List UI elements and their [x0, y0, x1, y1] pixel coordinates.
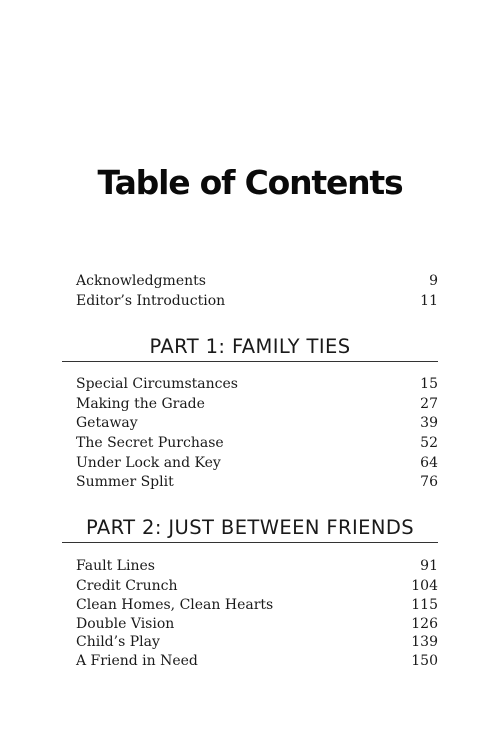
toc-entry-page: 11: [420, 292, 438, 309]
toc-entry[interactable]: [76, 596, 438, 615]
part-2-divider: [62, 542, 438, 543]
toc-entry[interactable]: [76, 395, 438, 415]
toc-entry[interactable]: [76, 652, 438, 671]
toc-entry[interactable]: [76, 375, 438, 395]
toc-entry-page: 104: [411, 577, 438, 594]
toc-entry-title: Editor’s Introduction: [76, 292, 226, 309]
toc-entry-title: Under Lock and Key: [76, 454, 221, 471]
toc-entry-page: 139: [411, 634, 438, 650]
toc-entry-title: Special Circumstances: [76, 376, 238, 392]
toc-entry-title: Acknowledgments: [76, 273, 206, 289]
toc-entry-page: 52: [420, 435, 438, 452]
toc-entry-title: Clean Homes, Clean Hearts: [76, 596, 274, 613]
toc-entry-title: The Secret Purchase: [76, 435, 224, 452]
toc-entry[interactable]: [76, 414, 438, 434]
toc-entry-page: 27: [420, 395, 438, 412]
toc-entry-title: A Friend in Need: [76, 653, 198, 669]
toc-entry-title: Getaway: [76, 415, 138, 432]
toc-entry[interactable]: [76, 577, 438, 596]
toc-entry-title: Making the Grade: [76, 395, 205, 412]
toc-entry-page: 39: [420, 415, 438, 432]
toc-entry-page: 126: [411, 615, 438, 632]
toc-entry[interactable]: [76, 615, 438, 634]
toc-entry-title: Child’s Play: [76, 634, 160, 650]
toc-entry-page: 91: [420, 558, 438, 574]
front-matter-list: [76, 272, 438, 311]
part-1-heading: PART 1: FAMILY TIES: [149, 335, 351, 358]
toc-entry-page: 76: [420, 474, 438, 491]
part-1-list: [76, 375, 438, 493]
toc-entry-title: Summer Split: [76, 474, 174, 491]
toc-entry[interactable]: [76, 633, 438, 652]
toc-entry-page: 115: [411, 596, 438, 613]
toc-entry-page: 150: [411, 653, 438, 669]
toc-entry-title: Credit Crunch: [76, 577, 178, 594]
toc-entry-page: 9: [429, 273, 438, 289]
toc-entry-title: Double Vision: [76, 615, 175, 632]
toc-entry[interactable]: [76, 454, 438, 474]
toc-entry[interactable]: [76, 272, 438, 292]
part-2-heading: PART 2: JUST BETWEEN FRIENDS: [85, 516, 415, 539]
toc-entry[interactable]: [76, 434, 438, 454]
part-1-divider: [62, 361, 438, 362]
page-title: Table of Contents: [97, 163, 403, 202]
toc-entry[interactable]: [76, 473, 438, 493]
toc-entry-title: Fault Lines: [76, 558, 155, 574]
toc-entry[interactable]: [76, 292, 438, 312]
toc-entry[interactable]: [76, 557, 438, 577]
toc-entry-page: 15: [420, 376, 438, 392]
toc-entry-page: 64: [420, 454, 438, 471]
part-2-list: [76, 557, 438, 671]
